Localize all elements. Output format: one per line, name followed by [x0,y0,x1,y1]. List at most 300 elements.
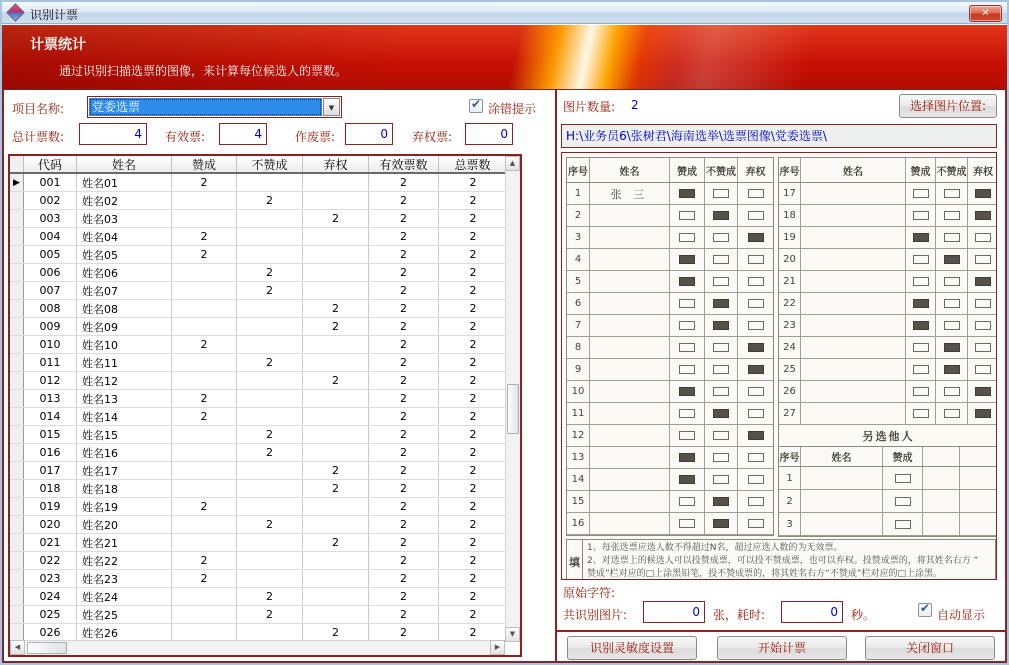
cell-approve: 2 [172,174,237,191]
cell-disapprove [237,210,303,227]
ballot-cell-approve [670,293,705,314]
cell-abstain [303,516,369,533]
row-indicator-cell [10,498,24,515]
valid-votes-label: 有效票: [165,130,206,144]
ballot-checkbox-abstain [748,519,764,528]
ballot-cell-abstain [738,359,773,380]
cell-abstain [303,606,369,623]
ballot-extra-cell-approve [883,467,923,489]
ballot-cell-approve [906,315,936,336]
image-path-field[interactable]: H:\业务员6\张树君\海南选举\选票图像\党委选票\ [561,124,997,148]
cell-name: 姓名13 [77,390,172,407]
abstain-votes-field[interactable]: 0 [465,123,513,145]
table-row[interactable] [10,534,520,552]
ballot-cell-abstain [968,337,997,358]
ballot-cell-approve [670,315,705,336]
row-indicator-cell [10,372,24,389]
ballot-row [779,359,997,381]
table-row[interactable] [10,300,520,318]
ballot-cell-no: 7 [567,315,590,336]
ballot-cell-name [590,227,670,248]
row-indicator-cell [10,318,24,335]
ballot-cell-approve [670,425,705,446]
ballot-cell-name [801,381,906,402]
ballot-row [567,513,773,535]
cell-name: 姓名20 [77,516,172,533]
ballot-cell-no: 4 [567,249,590,270]
ballot-cell-approve [906,381,936,402]
column-header-disapprove: 不赞成 [237,156,303,172]
cell-abstain [303,282,369,299]
cell-code: 002 [24,192,77,209]
cell-total: 2 [469,212,477,225]
ballot-checkbox-approve [913,343,929,352]
ballot-cell-approve [670,381,705,402]
recognized-images-label: 共识别图片: [563,608,628,622]
table-row[interactable] [10,444,520,462]
ballot-cell-abstain [738,271,773,292]
column-header-valid: 有效票数 [369,156,439,172]
ballot-cell-no: 12 [567,425,590,446]
cell-valid: 2 [369,336,439,353]
cell-disapprove: 2 [237,354,303,371]
elapsed-seconds-field[interactable]: 0 [781,601,843,623]
cell-name: 姓名18 [77,480,172,497]
ballot-cell-no: 9 [567,359,590,380]
ballot-cell-name [590,491,670,512]
cell-abstain [303,588,369,605]
ballot-extra-cell-name [801,467,883,489]
cell-name: 姓名08 [77,300,172,317]
ballot-cell-abstain [968,205,997,226]
ballot-header-cell: 姓名 [801,158,906,182]
ballot-checkbox-approve [679,233,695,242]
ballot-cell-name [801,205,906,226]
cell-disapprove [237,570,303,587]
cell-approve [172,480,237,497]
ballot-row [567,271,773,293]
ballot-checkbox-approve [679,519,695,528]
ballot-checkbox-disapprove-filled [713,299,729,308]
cell-abstain [303,408,369,425]
ballot-checkbox-approve-filled [913,233,929,242]
ballot-cell-disapprove [936,183,968,204]
cell-abstain: 2 [303,480,369,497]
vertical-scrollbar[interactable] [505,156,520,642]
cell-total: 2 [469,392,477,405]
ballot-cell-abstain [968,227,997,248]
ballot-cell-abstain [738,469,773,490]
cell-disapprove [237,462,303,479]
chevron-down-icon[interactable]: ▼ [323,98,340,116]
cell-total: 2 [469,518,477,531]
select-image-location-button[interactable]: 选择图片位置: [899,94,997,118]
cell-total: 2 [469,230,477,243]
cell-code: 001 [24,174,77,191]
column-header-approve: 赞成 [172,156,237,172]
ballot-cell-approve [670,271,705,292]
cell-approve: 2 [172,408,237,425]
ballot-extra-cell-no: 2 [779,490,801,512]
cell-code: 006 [24,264,77,281]
header-banner [2,25,1007,89]
ballot-checkbox-abstain [748,189,764,198]
ballot-checkbox-disapprove-filled [713,519,729,528]
ballot-cell-name [801,359,906,380]
ballot-checkbox-approve [913,189,929,198]
cell-code: 017 [24,462,77,479]
table-row[interactable] [10,408,520,426]
cell-approve: 2 [172,336,237,353]
cell-disapprove: 2 [237,588,303,605]
ballot-checkbox-approve-filled [913,299,929,308]
ballot-checkbox-disapprove [944,387,960,396]
table-row[interactable] [10,336,520,354]
page-subtitle: 通过识别扫描选票的图像，来计算每位候选人的票数。 [59,64,348,78]
ballot-cell-abstain [738,425,773,446]
cell-total: 2 [469,554,477,567]
ballot-checkbox-approve [679,343,695,352]
ballot-cell-disapprove [705,491,738,512]
row-indicator-cell [10,228,24,245]
ballot-cell-disapprove [936,359,968,380]
smudge-hint-label: 涂错提示 [488,102,537,116]
ballot-checkbox-approve [913,255,929,264]
content-area [2,89,1007,663]
ballot-checkbox-disapprove-filled [713,409,729,418]
cell-abstain: 2 [303,318,369,335]
cell-approve [172,264,237,281]
ballot-row [779,227,997,249]
ballot-checkbox-abstain [748,453,764,462]
cell-name: 姓名06 [77,264,172,281]
ballot-checkbox-approve-filled [679,255,695,264]
table-row[interactable] [10,552,520,570]
cell-total: 2 [469,482,477,495]
valid-votes-field[interactable]: 4 [219,123,267,145]
cell-code: 003 [24,210,77,227]
start-counting-button[interactable]: 开始计票 [717,636,847,660]
ballot-checkbox-disapprove [713,277,729,286]
ballot-checkbox-disapprove-filled [713,497,729,506]
close-button[interactable] [969,5,1002,22]
page-title: 计票统计 [30,37,86,53]
cell-valid: 2 [369,624,439,641]
ballot-cell-no: 27 [779,403,801,424]
vertical-scrollbar-thumb[interactable] [507,384,519,434]
ballot-checkbox-approve [913,211,929,220]
table-row[interactable] [10,210,520,228]
ballot-cell-no: 3 [567,227,590,248]
ballot-cell-disapprove [705,227,738,248]
table-row[interactable] [10,174,520,192]
cell-disapprove: 2 [237,606,303,623]
table-row[interactable] [10,480,520,498]
horizontal-scrollbar[interactable] [10,640,505,655]
ballot-checkbox-abstain-filled [975,189,991,198]
ballot-cell-disapprove [705,513,738,534]
ballot-cell-approve [906,271,936,292]
row-indicator-cell [10,462,24,479]
table-row[interactable] [10,228,520,246]
ballot-extra-cell-name [801,490,883,512]
table-row[interactable] [10,390,520,408]
table-row[interactable] [10,426,520,444]
ballot-cell-name [590,359,670,380]
ballot-header-cell: 赞成 [670,158,705,182]
ballot-cell-name [590,469,670,490]
cell-valid: 2 [369,552,439,569]
table-row[interactable] [10,354,520,372]
scroll-down-icon[interactable]: ▼ [505,627,520,642]
ballot-checkbox-disapprove-filled [713,211,729,220]
cell-name: 姓名19 [77,498,172,515]
ballot-cell-disapprove [705,205,738,226]
ballot-header-cell: 不赞成 [936,158,968,182]
cell-abstain [303,264,369,281]
cell-disapprove [237,246,303,263]
row-indicator-cell [10,336,24,353]
check-icon: ✔ [920,601,931,615]
ballot-cell-disapprove [705,315,738,336]
cell-total: 2 [469,500,477,513]
ballot-cell-no: 24 [779,337,801,358]
ballot-checkbox-approve [913,365,929,374]
column-header-name: 姓名 [77,156,172,172]
ballot-checkbox-disapprove [713,189,729,198]
table-row[interactable] [10,264,520,282]
ballot-cell-no: 13 [567,447,590,468]
ballot-header-cell: 弃权 [973,166,993,178]
cell-code: 020 [24,516,77,533]
ballot-cell-approve [670,359,705,380]
project-selected-value: 党委选票 [89,98,322,116]
ballot-cell-no: 16 [567,513,590,534]
table-body [10,174,520,642]
ballot-checkbox-disapprove [713,475,729,484]
invalid-votes-field[interactable]: 0 [345,123,393,145]
cell-name: 姓名05 [77,246,172,263]
ballot-cell-no: 10 [567,381,590,402]
ballot-cell-abstain [738,183,773,204]
ballot-extra-cell-no: 3 [779,513,801,535]
total-votes-field[interactable]: 4 [79,123,147,145]
ballot-cell-name [801,337,906,358]
window-title: 识别计票 [30,8,79,22]
horizontal-scrollbar-thumb[interactable] [27,642,67,654]
ballot-extra-cell-blank [923,490,960,512]
cell-approve [172,372,237,389]
cell-valid: 2 [369,426,439,443]
cell-valid: 2 [369,246,439,263]
table-row[interactable] [10,498,520,516]
footer-separator [557,630,1005,632]
ballot-cell-name [801,227,906,248]
row-indicator-cell [10,624,24,641]
cell-name: 姓名26 [77,624,172,641]
scroll-up-icon[interactable]: ▲ [505,156,520,171]
recognized-images-field[interactable]: 0 [643,601,705,623]
ballot-cell-no: 6 [567,293,590,314]
ballot-cell-abstain [968,403,997,424]
ballot-left-table [566,157,774,536]
cell-valid: 2 [369,534,439,551]
cell-code: 024 [24,588,77,605]
cell-valid: 2 [369,516,439,533]
ballot-checkbox-abstain [748,387,764,396]
cell-valid: 2 [369,300,439,317]
cell-disapprove [237,552,303,569]
app-icon [6,3,24,21]
cell-name: 姓名24 [77,588,172,605]
ballot-cell-name [590,249,670,270]
cell-total: 2 [469,176,477,189]
ballot-cell-abstain [738,403,773,424]
project-select[interactable] [87,96,342,118]
cell-name: 姓名21 [77,534,172,551]
ballot-checkbox-abstain [975,255,991,264]
cell-code: 015 [24,426,77,443]
cell-abstain [303,426,369,443]
row-indicator-cell [10,282,24,299]
ballot-cell-name [590,205,670,226]
ballot-extra-cell-approve [883,490,923,512]
ballot-header-cell: 不赞成 [705,158,738,182]
table-row[interactable] [10,570,520,588]
cell-approve [172,444,237,461]
row-indicator-cell [10,264,24,281]
cell-approve [172,300,237,317]
ballot-row [779,315,997,337]
cell-name: 姓名01 [77,174,172,191]
cell-abstain [303,354,369,371]
cell-valid: 2 [369,318,439,335]
table-row[interactable] [10,516,520,534]
table-row[interactable] [10,606,520,624]
row-indicator-cell [10,210,24,227]
ballot-row [567,315,773,337]
ballot-cell-no: 23 [779,315,801,336]
row-indicator-cell [10,192,24,209]
cell-code: 022 [24,552,77,569]
ballot-checkbox-disapprove [713,387,729,396]
cell-approve [172,624,237,641]
smudge-hint-checkbox[interactable] [469,99,483,113]
cell-code: 014 [24,408,77,425]
ballot-checkbox-approve-filled [679,475,695,484]
ballot-cell-no: 21 [779,271,801,292]
table-row[interactable] [10,372,520,390]
ballot-cell-approve [906,205,936,226]
ballot-extra-header-cell [923,447,960,466]
ballot-row [567,469,773,491]
ballot-cell-name [590,315,670,336]
cell-approve [172,516,237,533]
close-window-button[interactable]: 关闭窗口 [865,636,995,660]
table-row[interactable] [10,462,520,480]
ballot-extra-cell-approve [883,513,923,535]
cell-abstain [303,336,369,353]
ballot-cell-abstain [738,205,773,226]
ballot-cell-name [801,293,906,314]
ballot-cell-approve [906,293,936,314]
ballot-cell-abstain [968,183,997,204]
cell-approve [172,426,237,443]
ballot-row [779,205,997,227]
cell-code: 007 [24,282,77,299]
ballot-cell-approve [670,205,705,226]
ballot-checkbox-approve [913,387,929,396]
scroll-left-icon[interactable]: ◀ [10,640,25,655]
cell-valid: 2 [369,228,439,245]
ballot-checkbox-disapprove [944,277,960,286]
table-row[interactable] [10,192,520,210]
ballot-cell-disapprove [936,403,968,424]
cell-valid: 2 [369,282,439,299]
ballot-cell-approve [670,249,705,270]
ballot-cell-abstain [738,227,773,248]
ballot-cell-name [590,513,670,534]
ballot-extra-cell-no: 1 [779,467,801,489]
ballot-row [567,491,773,513]
cell-approve [172,588,237,605]
table-row[interactable] [10,318,520,336]
cell-approve: 2 [172,246,237,263]
cell-name: 姓名11 [77,354,172,371]
scroll-right-icon[interactable]: ▶ [490,640,505,655]
ballot-note-line: 1、每张选票应选人数不得超过N名，超过应选人数的为无效票。 [587,543,843,553]
ballot-checkbox-approve [895,520,911,529]
ballot-row [567,227,773,249]
ballot-checkbox-approve [679,431,695,440]
ballot-cell-abstain [738,293,773,314]
ballot-checkbox-disapprove [713,343,729,352]
ballot-notes-text [583,540,995,580]
ballot-extra-header-cell: 赞成 [883,447,923,466]
table-row[interactable] [10,282,520,300]
right-panel [557,90,1005,661]
cell-name: 姓名03 [77,210,172,227]
cell-name: 姓名25 [77,606,172,623]
table-row[interactable] [10,246,520,264]
ballot-extra-row [779,467,997,490]
ballot-extra-row [779,490,997,513]
table-row[interactable] [10,588,520,606]
row-indicator-cell [10,606,24,623]
cell-total: 2 [469,356,477,369]
ballot-checkbox-disapprove [944,211,960,220]
cell-disapprove: 2 [237,192,303,209]
ballot-note-line: 2、对选票上的候选人可以投赞成票，可以投不赞成票，也可以弃权。投赞成票的，将其姓名右方 “ [587,556,979,566]
ballot-cell-approve [670,469,705,490]
cell-total: 2 [469,608,477,621]
ballot-cell-approve [906,337,936,358]
cell-code: 026 [24,624,77,641]
ballot-extra-cell-name [801,513,883,535]
ballot-checkbox-disapprove [713,431,729,440]
ballot-checkbox-approve [913,277,929,286]
cell-approve [172,318,237,335]
ballot-cell-abstain [968,315,997,336]
ballot-cell-name [590,337,670,358]
ballot-cell-disapprove [705,403,738,424]
ballot-cell-abstain [738,447,773,468]
sensitivity-settings-button[interactable]: 识别灵敏度设置 [567,636,697,660]
ballot-checkbox-abstain [748,409,764,418]
seconds-label: 秒。 [851,608,876,622]
auto-display-checkbox[interactable] [918,603,932,617]
ballot-cell-disapprove [705,249,738,270]
